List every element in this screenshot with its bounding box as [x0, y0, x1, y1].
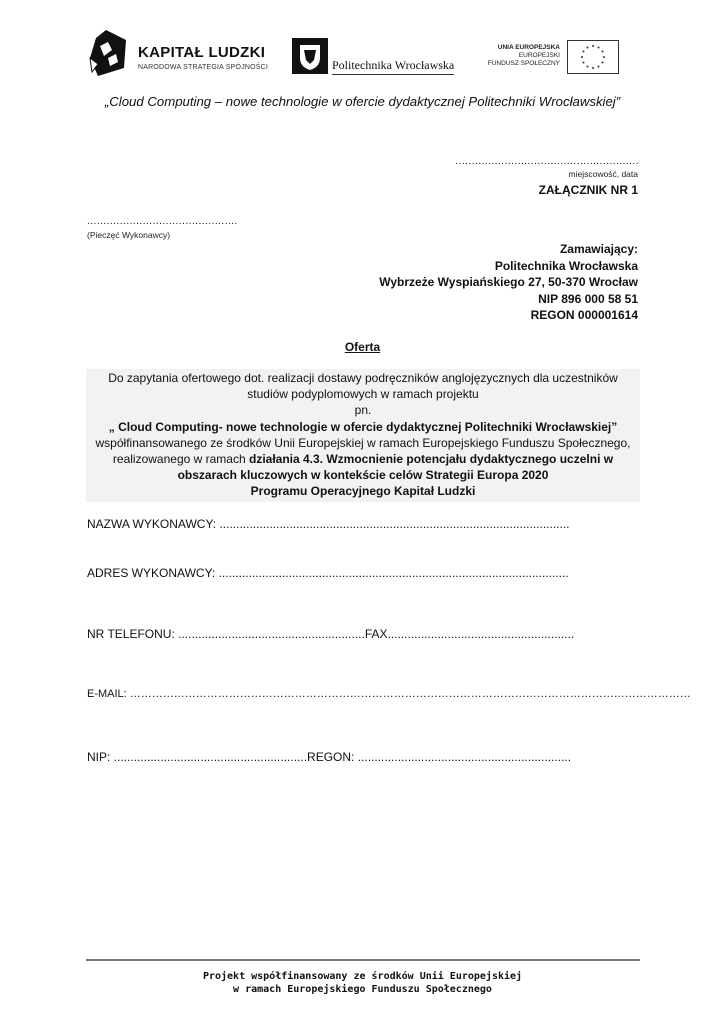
field-nip-regon[interactable]: NIP: ..........................................................REGON: ................................................................ — [87, 750, 572, 764]
kapital-ludzki-emblem-icon — [86, 28, 130, 78]
project-title: „Cloud Computing – nowe technologie w ofercie dydaktycznej Politechniki Wrocławskiej” — [104, 94, 621, 109]
field-contractor-address[interactable]: ADRES WYKONAWCY: ......................................................................................................... — [87, 566, 569, 580]
field-phone-fax[interactable]: NR TELEFONU: ........................................................FAX........................................................ — [87, 627, 575, 641]
orderer-block — [379, 241, 638, 324]
intro-line8: Programu Operacyjnego Kapitał Ludzki — [250, 484, 476, 499]
intro-line7: obszarach kluczowych w kontekście celów Strategii Europa 2020 — [177, 468, 549, 483]
kapital-ludzki-title: KAPITAŁ LUDZKI — [138, 44, 266, 61]
eu-line3: FUNDUSZ SPOŁECZNY — [487, 60, 560, 67]
orderer-nip: NIP 896 000 58 51 — [538, 291, 638, 306]
footer-text — [0, 970, 725, 996]
kapital-ludzki-subtitle: NARODOWA STRATEGIA SPÓJNOŚCI — [138, 64, 269, 71]
eu-flag-icon — [567, 40, 619, 74]
intro-line5: współfinansowanego ze środków Unii Europejskiej w ramach Europejskiego Funduszu Społecznego, — [95, 435, 631, 450]
eu-line2: EUROPEJSKI — [518, 52, 560, 59]
orderer-name: Politechnika Wrocławska — [494, 258, 638, 273]
place-date-label: miejscowość, data — [568, 169, 638, 179]
kapital-ludzki-logo — [86, 28, 276, 80]
intro-box — [86, 369, 640, 502]
intro-line6-plain: realizowanego w ramach — [112, 452, 249, 467]
field-email[interactable]: E-MAIL: ……………………………………………………………………………………………………………………………………… — [87, 688, 691, 700]
politechnika-logo — [292, 38, 462, 78]
annex-label: ZAŁĄCZNIK NR 1 — [538, 183, 638, 197]
footer-line1: Projekt współfinansowany ze środków Unii Europejskiej — [202, 971, 523, 982]
politechnika-emblem-icon — [292, 38, 328, 74]
footer-divider — [86, 959, 640, 961]
intro-line6-bold: działania 4.3. Wzmocnienie potencjału dydaktycznego uczelni w — [248, 452, 614, 467]
orderer-label: Zamawiający: — [559, 242, 638, 256]
field-contractor-name[interactable]: NAZWA WYKONAWCY: ......................................................................................................... — [87, 517, 570, 531]
stamp-dots: .............................................. — [87, 216, 238, 227]
intro-line6 — [86, 451, 640, 467]
orderer-address: Wybrzeże Wyspiańskiego 27, 50-370 Wrocław — [379, 275, 638, 289]
eu-line1: UNIA EUROPEJSKA — [497, 44, 560, 51]
intro-line3: pn. — [354, 403, 372, 418]
intro-line4: „ Cloud Computing- nowe technologie w ofercie dydaktycznej Politechniki Wrocławskiej” — [108, 419, 618, 434]
eu-label — [470, 44, 560, 68]
politechnika-name: Politechnika Wrocławska — [332, 58, 454, 75]
intro-line1: Do zapytania ofertowego dot. realizacji dostawy podręczników anglojęzycznych dla uczestników — [108, 371, 618, 385]
place-date-dots: ........................................................ — [455, 156, 639, 167]
footer-line2: w ramach Europejskiego Funduszu Społecznego — [233, 984, 492, 995]
intro-line2: studiów podyplomowych w ramach projektu — [247, 387, 479, 402]
offer-title: Oferta — [344, 340, 381, 354]
orderer-regon: REGON 000001614 — [530, 308, 638, 322]
stamp-label: (Pieczęć Wykonawcy) — [87, 230, 171, 240]
